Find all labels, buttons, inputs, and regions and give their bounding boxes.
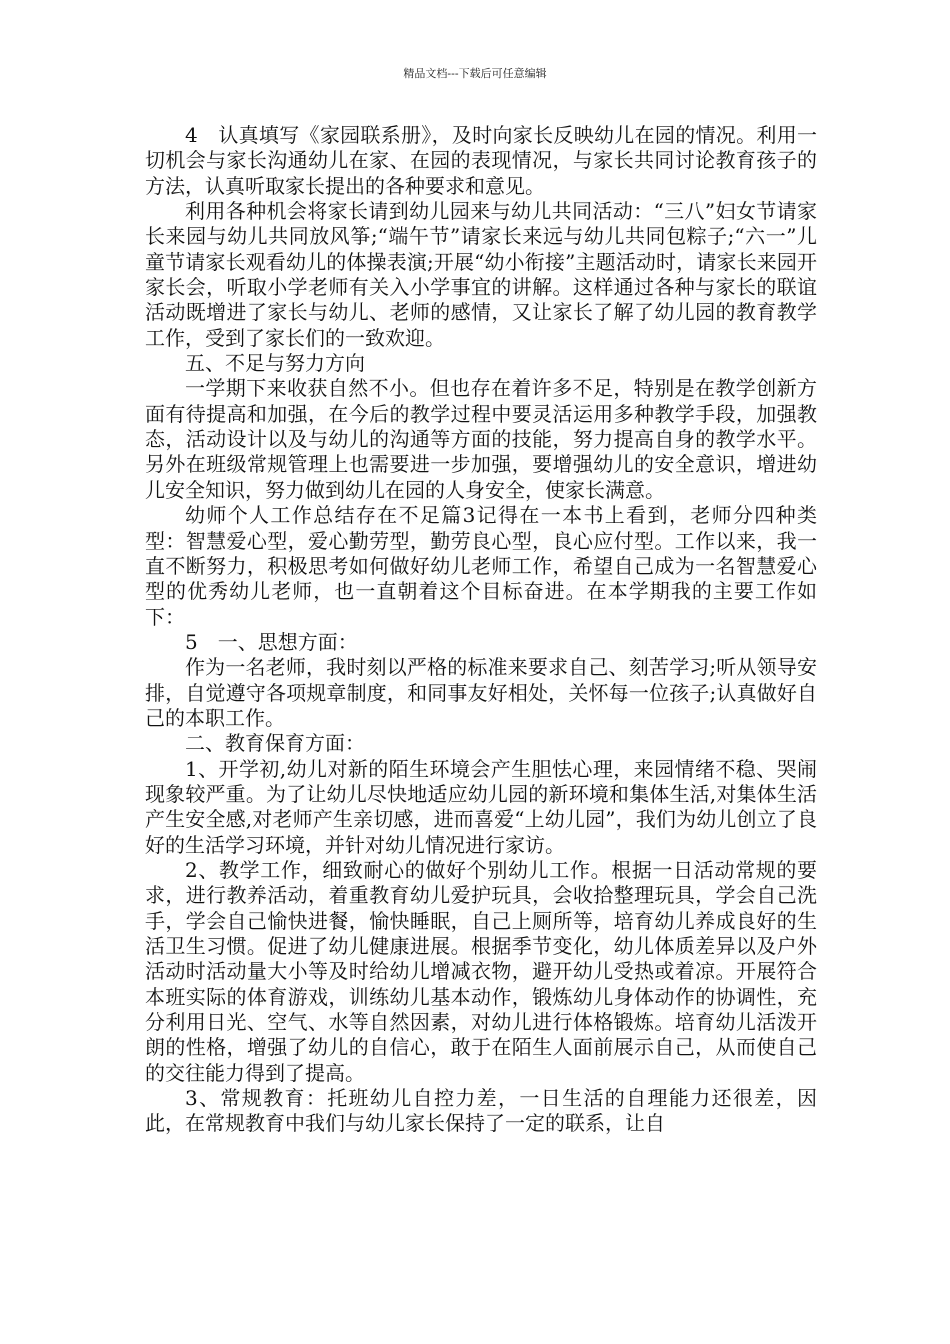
paragraph-4: 幼师个人工作总结存在不足篇3记得在一本书上看到，老师分四种类型：智慧爱心型，爱心勤劳型，勤劳良心型，良心应付型。工作以来，我一直不断努力，积极思考如何做好幼儿老师工作，希望自己成为一名智慧爱心型的优秀幼儿老师，也一直朝着这个目标奋进。在本学期我的主要工作如下：	[145, 503, 817, 629]
paragraph-7: 2、教学工作，细致耐心的做好个别幼儿工作。根据一日活动常规的要求，进行教养活动，着重教育幼儿爱护玩具，会收拾整理玩具，学会自己洗手，学会自己愉快进餐，愉快睡眠，自己上厕所等，培育幼儿养成良好的生活卫生习惯。促进了幼儿健康进展。根据季节变化，幼儿体质差异以及户外活动时活动量大小等及时给幼儿增减衣物，避开幼儿受热或着凉。开展符合本班实际的体育游戏，训练幼儿基本动作，锻炼幼儿身体动作的协调性，充分利用日光、空气、水等自然因素，对幼儿进行体格锻炼。培育幼儿活泼开朗的性格，增强了幼儿的自信心，敢于在陌生人面前展示自己，从而使自己的交往能力得到了提高。	[145, 857, 817, 1085]
document-body	[145, 123, 817, 1137]
paragraph-3: 一学期下来收获自然不小。但也存在着许多不足，特别是在教学创新方面有待提高和加强，在今后的教学过程中要灵活运用多种教学手段，加强教态，活动设计以及与幼儿的沟通等方面的技能，努力提高自身的教学水平。另外在班级常规管理上也需要进一步加强，要增强幼儿的安全意识，增进幼儿安全知识，努力做到幼儿在园的人身安全，使家长满意。	[145, 376, 817, 502]
paragraph-5: 作为一名老师，我时刻以严格的标准来要求自己、刻苦学习;听从领导安排，自觉遵守各项规章制度，和同事友好相处，关怀每一位孩子;认真做好自己的本职工作。	[145, 655, 817, 730]
paragraph-2: 利用各种机会将家长请到幼儿园来与幼儿共同活动：“三八”妇女节请家长来园与幼儿共同放风筝;“端午节”请家长来远与幼儿共同包粽子;“六一”儿童节请家长观看幼儿的体操表演;开展“幼小衔接”主题活动时，请家长来园开家长会，听取小学老师有关入小学事宜的讲解。这样通过各种与家长的联谊活动既增进了家长与幼儿、老师的感情，又让家长了解了幼儿园的教育教学工作，受到了家长们的一致欢迎。	[145, 199, 817, 350]
page-header: 精品文档---下载后可任意编辑	[403, 67, 547, 80]
paragraph-8: 3、常规教育：托班幼儿自控力差，一日生活的自理能力还很差，因此，在常规教育中我们与幼儿家长保持了一定的联系，让自	[145, 1086, 817, 1136]
paragraph-1: 4 认真填写《家园联系册》，及时向家长反映幼儿在园的情况。利用一切机会与家长沟通幼儿在家、在园的表现情况，与家长共同讨论教育孩子的方法，认真听取家长提出的各种要求和意见。	[145, 123, 817, 198]
section-heading-education: 二、教育保育方面：	[185, 731, 365, 756]
paragraph-6: 1、开学初,幼儿对新的陌生环境会产生胆怯心理，来园情绪不稳、哭闹现象较严重。为了让幼儿尽快地适应幼儿园的新环境和集体生活,对集体生活产生安全感,对老师产生亲切感，进而喜爱“上幼儿园”，我们为幼儿创立了良好的生活学习环境，并针对幼儿情况进行家访。	[145, 756, 817, 857]
section-heading-thinking: 5 一、思想方面：	[185, 629, 358, 654]
section-heading-shortcomings: 五、不足与努力方向	[185, 351, 365, 376]
